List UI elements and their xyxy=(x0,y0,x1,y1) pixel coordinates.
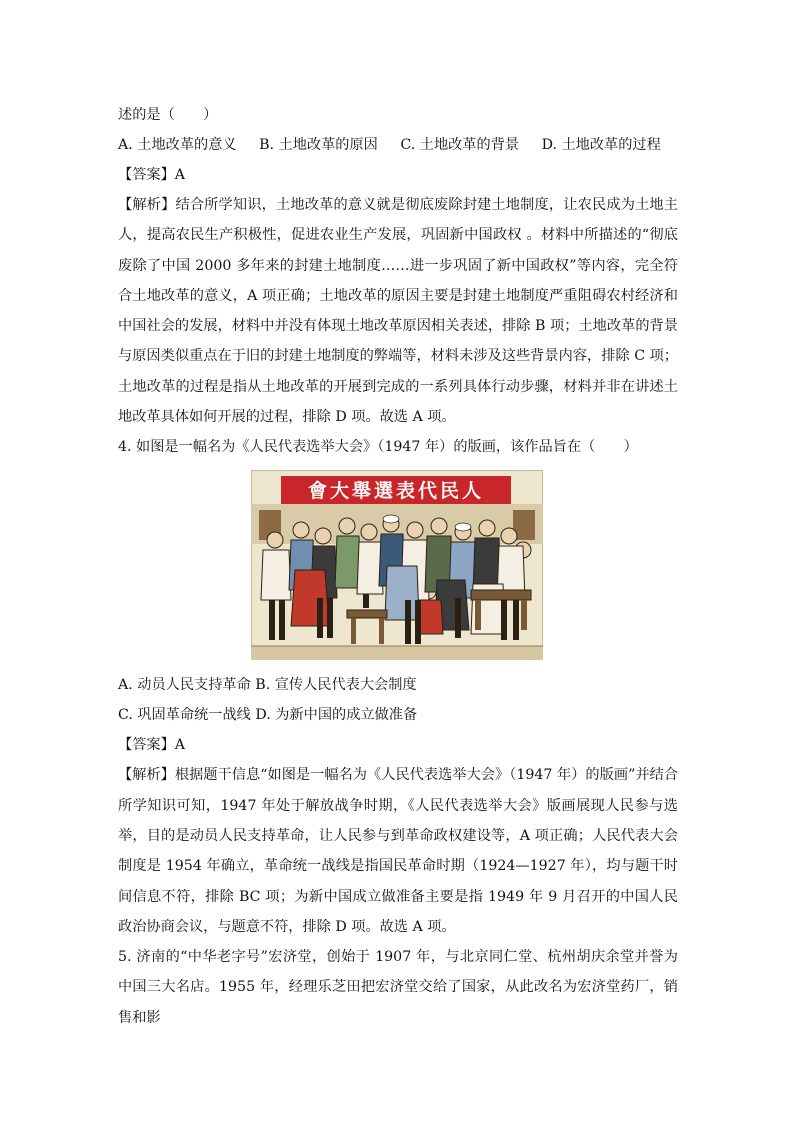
q3-options xyxy=(118,130,678,160)
banner-text: 會大舉選表代民人 xyxy=(307,480,485,503)
q3-option-a: A. 土地改革的意义 xyxy=(118,137,237,153)
document-page xyxy=(118,100,678,1033)
q4-options-row2: C. 巩固革命统一战线 D. 为新中国的成立做准备 xyxy=(118,707,418,724)
q3-option-c: C. 土地改革的背景 xyxy=(400,137,520,153)
q3-option-b: B. 土地改革的原因 xyxy=(259,137,378,153)
woodcut-illustration xyxy=(251,470,543,660)
q3-analysis: 【解析】结合所学知识，土地改革的意义就是彻底废除封建土地制度，让农民成为土地主人，提高农民生产积极性，促进农业生产发展，巩固新中国政权 。材料中所描述的“彻底废除了中国 2000 多年来的封建土地制度……进一步巩固了新中国政权”等内容，完全符合土地改革的意义，A 项正确；土地改革的原因主要是封建土地制度严重阻碍农村经济和中国社会的发展，材料中并没有体现土地改革原因相关表述，排除 B 项；土地改革的背景与原因类似重点在于旧的封建土地制度的弊端等，材料未涉及这些背景内容，排除 C 项；土地改革的过程是指从土地改革的开展到完成的一系列具体行动步骤，材料并非在讲述土地改革具体如何开展的过程，排除 D 项。故选 A 项。 xyxy=(118,197,678,426)
q3-answer: 【答案】A xyxy=(118,167,185,183)
q3-option-d: D. 土地改革的过程 xyxy=(541,137,661,153)
q4-analysis: 【解析】根据题干信息“如图是一幅名为《人民代表选举大会》（1947 年）的版画”并结合所学知识可知，1947 年处于解放战争时期，《人民代表选举大会》版画展现人民参与选举，目的是动员人民支持革命，让人民参与到革命政权建设等，A 项正确；人民代表大会制度是 1954 年确立，革命统一战线是指国民革命时期（1924—1927 年），均与题干时间信息不符，排除 BC 项；为新中国成立做准备主要是指 1949 年 9 月召开的中国人民政治协商会议，与题意不符，排除 D 项。故选 A 项。 xyxy=(118,767,678,935)
q4-options-row1: A. 动员人民支持革命 B. 宣传人民代表大会制度 xyxy=(118,677,417,694)
woodcut-print-image xyxy=(251,470,543,660)
q3-stem-tail: 述的是（ ） xyxy=(118,107,218,123)
q4-answer: 【答案】A xyxy=(118,737,185,754)
q5-stem: 5. 济南的“中华老字号”宏济堂，创始于 1907 年，与北京同仁堂、杭州胡庆余堂并誉为中国三大名店。1955 年，经理乐芝田把宏济堂交给了国家，从此改名为宏济堂药厂，销售和影 xyxy=(118,949,678,1026)
q4-stem: 4. 如图是一幅名为《人民代表选举大会》（1947 年）的版画，该作品旨在（ ） xyxy=(118,439,638,456)
